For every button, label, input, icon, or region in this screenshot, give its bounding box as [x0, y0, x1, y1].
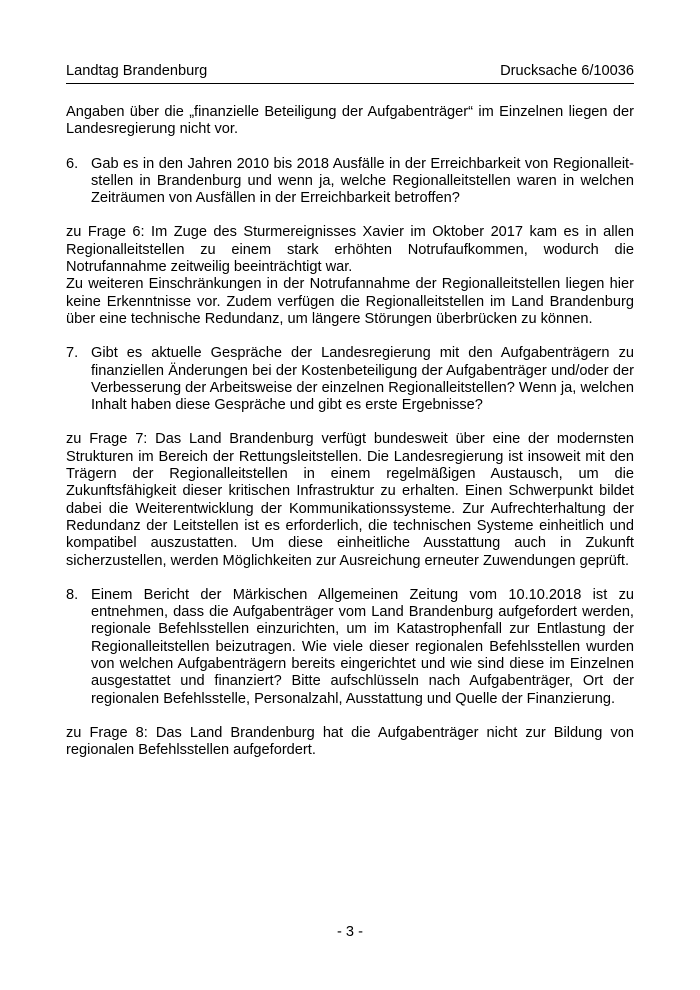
question-text: Einem Bericht der Märkischen Allgemeinen Zeitung vom 10.10.2018 ist zu entnehmen, dass die Aufgabenträger vom Land Brandenburg aufgefordert werden, regionale Befehlsstellen einzurichten, um im Katastrophenfall zur Entlastung der Regionalleitstellen beizutragen. Wie viele dieser regionalen Befehlsstellen wurden von welchen Aufgabenträgern bereits eingerichtet und wie sind diese im Einzelnen ausgestattet und finanziert? Bitte aufschlüsseln nach Aufgabenträger, Ort der regionalen Befehlsstelle, Personalzahl, Ausstattung und Quelle der Finanzierung.	[91, 586, 634, 707]
document-body	[66, 104, 634, 760]
header-parliament: Landtag Brandenburg	[66, 63, 208, 79]
page-number: - 3 -	[337, 924, 363, 940]
question-text: Gibt es aktuelle Gespräche der Landesregierung mit den Aufgabenträgern zu finanziellen Änderungen bei der Kostenbeteiligung der Aufgabenträger und/oder der Verbesserung der Arbeitsweise der einzelnen Regionalleitstellen? Wenn ja, welchen Inhalt haben diese Gespräche und gibt es erste Ergebnisse?	[91, 345, 634, 414]
answer-6-paragraph-2: Zu weiteren Einschränkungen in der Notrufannahme der Regionalleitstellen liegen hier keine Erkenntnisse vor. Zudem verfügen die Regionalleitstellen im Land Brandenburg über eine technische Redundanz, um längere Störungen überbrücken zu können.	[66, 276, 634, 327]
question-number: 6.	[66, 155, 79, 172]
header-document-number: Drucksache 6/10036	[500, 63, 634, 79]
question-number: 7.	[66, 345, 79, 362]
question-7	[66, 345, 634, 414]
page-header	[66, 63, 634, 84]
question-6	[66, 156, 634, 208]
question-8	[66, 587, 634, 708]
question-text: Gab es in den Jahren 2010 bis 2018 Ausfälle in der Erreichbarkeit von Regionalleitstellen in Brandenburg und wenn ja, welche Regionalleitstellen waren in welchen Zeiträumen von Ausfällen in der Erreichbarkeit betroffen?	[91, 155, 634, 207]
answer-8-paragraph: zu Frage 8: Das Land Brandenburg hat die Aufgabenträger nicht zur Bildung von regionalen Befehlsstellen aufgefordert.	[66, 724, 634, 759]
answer-6-paragraph-1: zu Frage 6: Im Zuge des Sturmereignisses Xavier im Oktober 2017 kam es in allen Regionalleitstellen zu einem stark erhöhten Notrufaufkommen, wodurch die Notrufannahme zeitweilig beeinträchtigt war.	[66, 224, 634, 276]
answer-7-paragraph: zu Frage 7: Das Land Brandenburg verfügt bundesweit über eine der modernsten Strukturen im Bereich der Rettungsleitstellen. Die Landesregierung ist insoweit mit den Trägern der Regionalleitstellen in einem regelmäßigen Austausch, um die Zukunftsfähigkeit dieser kritischen Infrastruktur zu erhalten. Einen Schwerpunkt bildet dabei die Weiterentwicklung der Kommunikationssysteme. Zur Aufrechterhaltung der Redundanz der Leitstellen ist es erforderlich, die technischen Systeme einheitlich und kompatibel auszustatten. Um diese einheitliche Ausstattung auch in Zukunft sicherzustellen, werden Möglichkeiten zur Ausreichung erneuter Zuwendungen geprüft.	[66, 431, 634, 569]
question-number: 8.	[66, 586, 79, 603]
intro-paragraph: Angaben über die „finanzielle Beteiligung der Aufgabenträger“ im Einzelnen liegen der Landesregierung nicht vor.	[66, 104, 634, 138]
